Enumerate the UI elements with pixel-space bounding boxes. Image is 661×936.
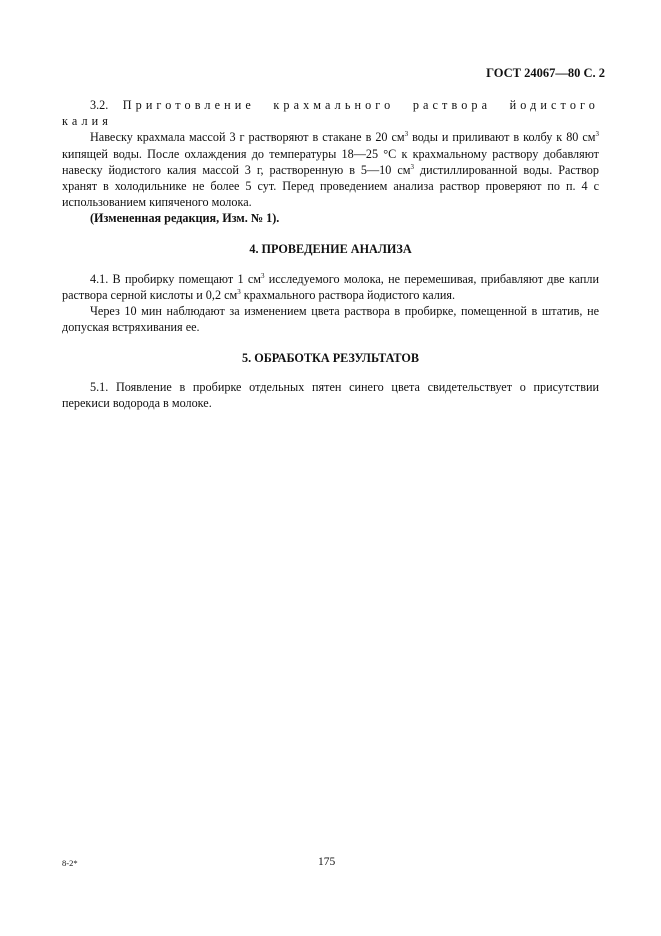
section-5-heading: 5. ОБРАБОТКА РЕЗУЛЬТАТОВ (242, 350, 419, 365)
section-4-observation-paragraph: Через 10 мин наблюдают за изменением цвета раствора в пробирке, помещенной в штатив, не допуская встряхивания ее. (62, 304, 599, 335)
section-title: Приготовление крахмального раствора йодистого калия (62, 98, 599, 129)
section-3-2-title (62, 97, 599, 129)
section-4-heading: 4. ПРОВЕДЕНИЕ АНАЛИЗА (249, 241, 412, 256)
text-fragment: 4.1. В пробирку помещают 1 см (90, 271, 261, 286)
edition-note: (Измененная редакция, Изм. № 1). (90, 211, 280, 226)
superscript: 3 (404, 130, 409, 139)
text-fragment: Навеску крахмала массой 3 г растворяют в стакане в 20 см (90, 130, 405, 145)
text-fragment: исследуемого молока, не перемешивая, прибавляют две капли раствора серной кислоты и 0,2 см (62, 271, 599, 303)
section-5-1-paragraph: 5.1. Появление в пробирке отдельных пятен синего цвета свидетельствует о присутствии перекиси водорода в молоке. (62, 379, 599, 411)
superscript: 3 (410, 162, 414, 171)
document-body (62, 97, 599, 411)
footer-print-mark: 8-2* (62, 858, 78, 868)
text-fragment: воды и приливают в колбу к 80 см (408, 130, 596, 145)
superscript: 3 (595, 130, 599, 139)
document-header-code: ГОСТ 24067—80 С. 2 (486, 66, 605, 80)
text-fragment: крахмального раствора йодистого калия. (240, 288, 456, 303)
section-4-1-paragraph (62, 271, 599, 303)
section-3-2-paragraph (62, 129, 599, 210)
superscript: 3 (260, 271, 265, 280)
section-number: 3.2. (90, 98, 109, 112)
text-fragment: кипящей воды. После охлаждения до температуры 18—25 °С к крахмальному раствору добавляют навеску йодистого калия массой 3 г, растворенную в 5—10 см (62, 146, 599, 177)
text-fragment: дистиллированной воды. Раствор хранят в холодильнике не более 5 сут. Перед проведением анализа раствор проверяют по п. 4 с использованием кипяченого молока. (62, 162, 599, 210)
page-number: 175 (318, 856, 336, 868)
superscript: 3 (237, 288, 241, 297)
